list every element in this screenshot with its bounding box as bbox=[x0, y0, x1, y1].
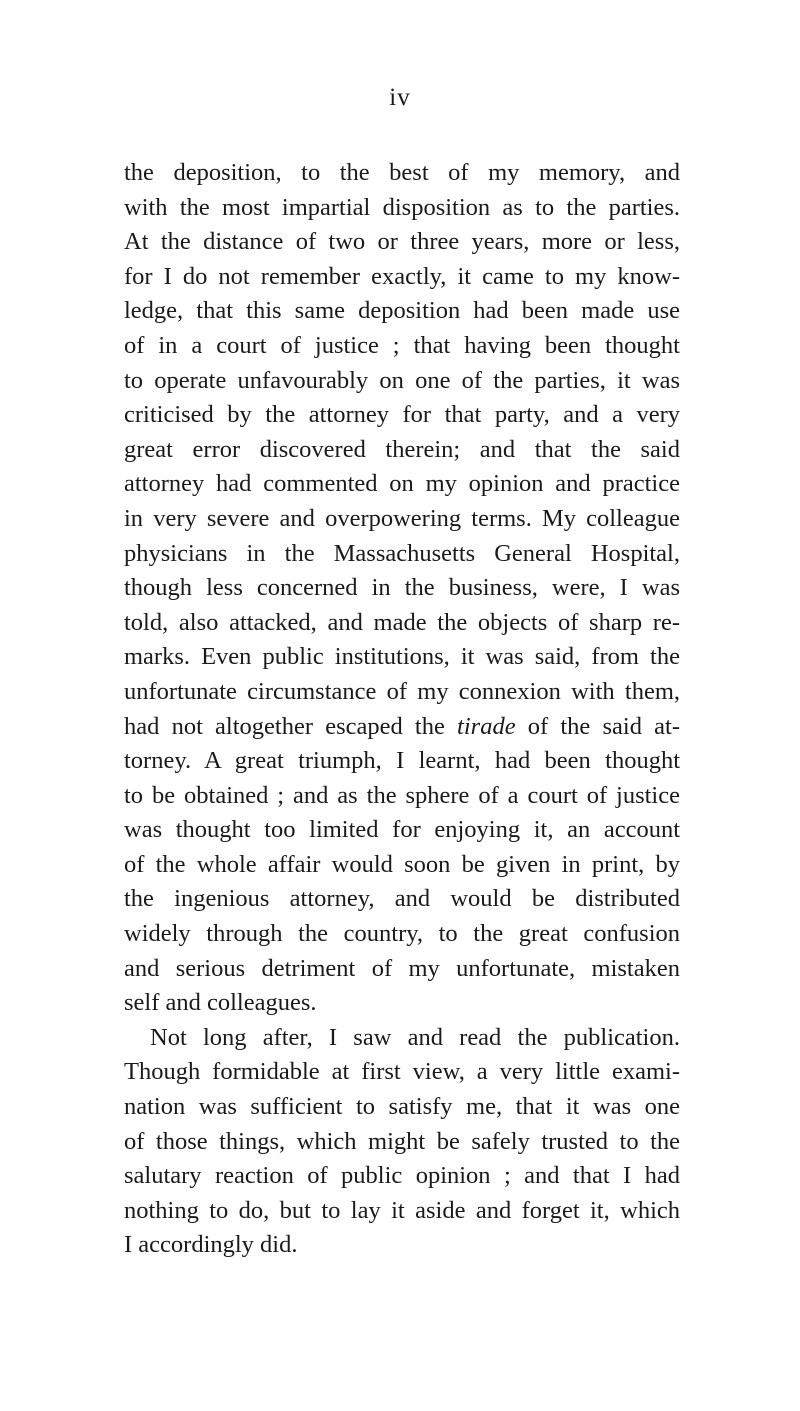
text-line: of the whole affair would soon be given in print, by bbox=[124, 850, 680, 878]
page-number: iv bbox=[389, 84, 411, 111]
paragraph-2 bbox=[124, 1021, 680, 1263]
text-line: and serious detriment of my unfortunate, mistaken bbox=[124, 954, 680, 982]
paragraph-1 bbox=[124, 156, 680, 1021]
text-line: ledge, that this same deposition had been made use bbox=[124, 297, 680, 325]
text-line: of in a court of justice ; that having been thought bbox=[124, 331, 680, 359]
text-line: unfortunate circumstance of my connexion with them, bbox=[124, 677, 680, 705]
text-line-with-italic bbox=[124, 710, 680, 745]
italic-word: tirade bbox=[457, 712, 516, 740]
text-line: of those things, which might be safely trusted to the bbox=[124, 1127, 680, 1155]
text-line: told, also attacked, and made the objects of sharp re- bbox=[124, 608, 680, 636]
text-segment: of the said at- bbox=[515, 712, 680, 740]
text-line: for I do not remember exactly, it came to my know- bbox=[124, 262, 680, 290]
text-line: marks. Even public institutions, it was said, from the bbox=[124, 643, 680, 671]
text-line: Not long after, I saw and read the publication. bbox=[150, 1023, 680, 1051]
text-line: nothing to do, but to lay it aside and forget it, which bbox=[124, 1196, 680, 1224]
body-text bbox=[124, 156, 680, 1263]
text-line: criticised by the attorney for that party, and a very bbox=[124, 401, 680, 429]
text-line: salutary reaction of public opinion ; and that I had bbox=[124, 1162, 680, 1190]
text-line: attorney had commented on my opinion and practice bbox=[124, 470, 680, 498]
text-line: to be obtained ; and as the sphere of a court of justice bbox=[124, 781, 680, 809]
text-line: though less concerned in the business, were, I was bbox=[124, 574, 680, 602]
text-line: the deposition, to the best of my memory, and bbox=[124, 159, 680, 186]
text-segment: had not altogether escaped the bbox=[124, 712, 458, 740]
text-line: widely through the country, to the great confusion bbox=[124, 920, 680, 948]
text-line: self and colleagues. bbox=[124, 989, 317, 1017]
text-line: torney. A great triumph, I learnt, had been thought bbox=[124, 747, 680, 775]
text-line: was thought too limited for enjoying it, an account bbox=[124, 816, 680, 844]
text-line: Though formidable at first view, a very little exami- bbox=[124, 1058, 680, 1086]
text-line: the ingenious attorney, and would be distributed bbox=[124, 885, 680, 913]
text-line: I accordingly did. bbox=[124, 1231, 298, 1259]
text-line: At the distance of two or three years, more or less, bbox=[124, 228, 680, 256]
text-line: physicians in the Massachusetts General Hospital, bbox=[124, 539, 680, 567]
text-line: with the most impartial disposition as to the parties. bbox=[124, 193, 680, 221]
text-line: to operate unfavourably on one of the parties, it was bbox=[124, 366, 680, 394]
text-line: great error discovered therein; and that the said bbox=[124, 435, 680, 463]
text-line: nation was sufficient to satisfy me, that it was one bbox=[124, 1093, 680, 1121]
text-line: in very severe and overpowering terms. My colleague bbox=[124, 504, 680, 532]
